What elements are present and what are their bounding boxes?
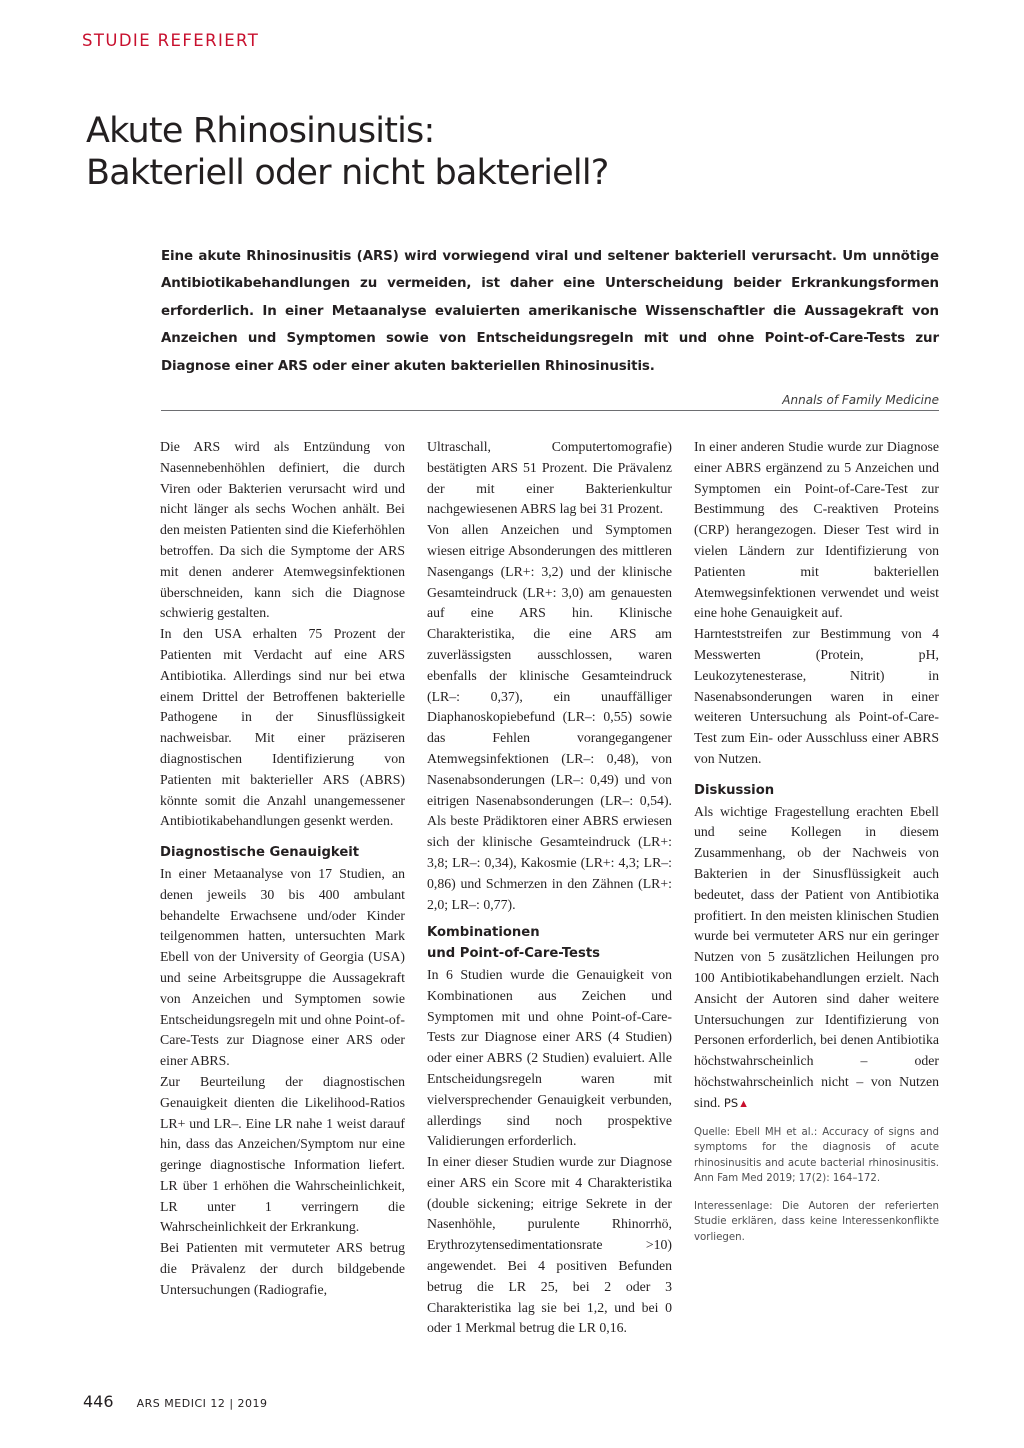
source-note: Quelle: Ebell MH et al.: Accuracy of signs and symptoms for the diagnosis of acute rhinosinusitis and acute bacterial rhinosinusitis. Ann Fam Med 2019; 17(2): 164–172. [694,1126,939,1185]
source-rule [161,394,939,411]
paragraph: In einer anderen Studie wurde zur Diagnose einer ABRS ergänzend zu 5 Anzeichen und Symptomen ein Point-of-Care-Test zur Bestimmung des C-reaktiven Proteins (CRP) herangezogen. Dieser Test wird in vielen Ländern zur Identifizierung von Patienten mit bakteriellen Atemwegsinfektionen verwendet und weist eine hohe Genauigkeit auf. [694,439,939,621]
page-footer [83,1392,268,1411]
section-heading: Diagnostische Genauigkeit [160,845,360,861]
paragraph-with-signature [694,802,939,1115]
triangle-icon: ▲ [738,1097,750,1110]
title-line-2: Bakteriell oder nicht bakteriell? [86,153,609,193]
section-heading: Diskussion [694,782,775,798]
page-number: 446 [83,1392,114,1411]
paragraph: Die ARS wird als Entzündung von Nasennebenhöhlen definiert, die durch Viren oder Bakterien verursacht wird und nicht länger als sechs Wochen anhält. Bei den meisten Patienten sind die Kieferhöhlen betroffen. Da sich die Symptome der ARS mit denen anderer Atemwegsinfektionen überschneiden, kann sich die Diagnose schwierig gestalten. [160,439,405,621]
section-heading [427,923,672,965]
article-lead: Eine akute Rhinosinusitis (ARS) wird vorwiegend viral und seltener bakteriell verursacht. Um unnötige Antibiotikabehandlungen zu vermeiden, ist daher eine Unterscheidung beider Erkrankungsformen erforderlich. In einer Metaanalyse evaluierten amerikanische Wissenschaftler die Aussagekraft von Anzeichen und Symptomen sowie von Entscheidungsregeln mit und ohne Point-of-Care-Tests zur Diagnose einer ARS oder einer akuten bakteriellen Rhinosinusitis. [161,249,939,374]
paragraph: In einer Metaanalyse von 17 Studien, an denen jeweils 30 bis 400 ambulant behandelte Erwachsene und/oder Kinder teilgenommen hatten, untersuchten Mark Ebell von der University of Georgia (USA) und seine Arbeitsgruppe die Aussagekraft von Anzeichen und Symptomen sowie Entscheidungsregeln mit und ohne Point-of-Care-Tests zur Diagnose einer ARS oder einer ABRS. [160,865,405,1069]
paragraph: Ultraschall, Computertomografie) bestätigten ARS 51 Prozent. Die Prävalenz der mit einer Bakterienkultur nachgewiesenen ABRS lag bei 31 Prozent. [427,439,672,517]
title-line-1: Akute Rhinosinusitis: [86,111,435,151]
paragraph: Zur Beurteilung der diagnostischen Genauigkeit dienten die Likelihood-Ratios LR+ und LR–. Eine LR nahe 1 weist darauf hin, dass das Anzeichen/Symptom nur eine geringe diagnostische Information liefert. LR über 1 erhöhen die Wahrscheinlichkeit, LR unter 1 verringern die Wahrscheinlichkeit der Erkrankung. [160,1073,405,1235]
paragraph: In einer dieser Studien wurde zur Diagnose einer ARS ein Score mit 4 Charakteristika (double sickening; eitrige Sekrete in der Nasenhöhle, purulente Rhinorrhö, Erythrozytensedimentationsrate >10) angewendet. Bei 4 positiven Befunden betrug die LR 25, bei 2 oder 3 Charakteristika lag sie bei 1,2, und bei 0 oder 1 Merkmal betrug die LR 0,16. [427,1154,672,1336]
column-1 [160,437,405,1301]
section-label: STUDIE REFERIERT [82,31,260,50]
paragraph: Von allen Anzeichen und Symptomen wiesen eitrige Absonderungen des mittleren Nasengangs (LR+: 3,2) und der klinische Gesamteindruck (LR+: 3,0) am genauesten auf eine ARS hin. Klinische Charakteristika, die eine ARS am zuverlässigsten ausschlossen, waren ebenfalls der klinische Gesamteindruck (LR–: 0,37), ein unauffälliger Diaphanoskopiebefund (LR–: 0,55) sowie das Fehlen vorangegangener Atemwegsinfektionen (LR–: 0,48), von Nasenabsonderungen (LR–: 0,49) und von eitrigen Nasenabsonderungen (LR–: 0,54). Als beste Prädiktoren einer ABRS erwiesen sich der klinische Gesamteindruck (LR+: 3,8; LR–: 0,34), Kakosmie (LR+: 4,3; LR–: 0,86) und Schmerzen in den Zähnen (LR+: 2,0; LR–: 0,77). [427,522,672,912]
paragraph: Harnteststreifen zur Bestimmung von 4 Messwerten (Protein, pH, Leukozytenesterase, Nitrit) in Nasenabsonderungen waren in einer weiteren Untersuchung als Point-of-Care-Test zum Ein- oder Ausschluss einer ABRS von Nutzen. [694,626,939,766]
author-signature: PS [723,1095,739,1110]
source-citation: Annals of Family Medicine [782,393,939,407]
paragraph: In den USA erhalten 75 Prozent der Patienten mit Verdacht auf eine ARS Antibiotika. Allerdings sind nur bei etwa einem Drittel der Betroffenen bakterielle Pathogene in der Sinusflüssigkeit nachweisbar. Mit einer präziseren diagnostischen Identifizierung von Patienten mit bakterieller ARS (ABRS) könnte somit die Anzahl unangemessener Antibiotikabehandlungen gesenkt werden. [160,626,405,829]
heading-line-1: Kombinationen [427,925,540,941]
column-3 [694,437,939,1246]
paragraph: Bei Patienten mit vermuteter ARS betrug die Prävalenz der durch bildgebende Untersuchungen (Radiografie, [160,1240,405,1297]
heading-line-2: und Point-of-Care-Tests [427,946,601,962]
column-2 [427,437,672,1339]
conflict-note: Interessenlage: Die Autoren der referierten Studie erklären, dass keine Interessenkonflikte vorliegen. [694,1200,939,1244]
article-title [86,110,946,194]
paragraph: Als wichtige Fragestellung erachten Ebell und seine Kollegen in diesem Zusammenhang, ob der Nachweis von Bakterien in der Sinusflüssigkeit auch bedeutet, dass der Patient von Antibiotika profitiert. In den meisten klinischen Studien wurde bei vermuteter ARS nur ein geringer Nutzen von 5 zusätzlichen Heilungen pro 100 Antibiotikabehandlungen erzielt. Nach Ansicht der Autoren sind daher weitere Untersuchungen zur Identifizierung von Personen erforderlich, bei denen Antibiotika höchstwahrscheinlich – oder höchstwahrscheinlich nicht – von Nutzen sind. [694,803,939,1110]
paragraph: In 6 Studien wurde die Genauigkeit von Kombinationen aus Zeichen und Symptomen mit und ohne Point-of-Care-Tests zur Diagnose einer ARS (4 Studien) oder einer ABRS (2 Studien) evaluiert. Alle Entscheidungsregeln waren mit vielversprechender Genauigkeit verbunden, allerdings sind noch prospektive Validierungen erforderlich. [427,966,672,1149]
journal-issue: ARS MEDICI 12 | 2019 [136,1397,268,1410]
